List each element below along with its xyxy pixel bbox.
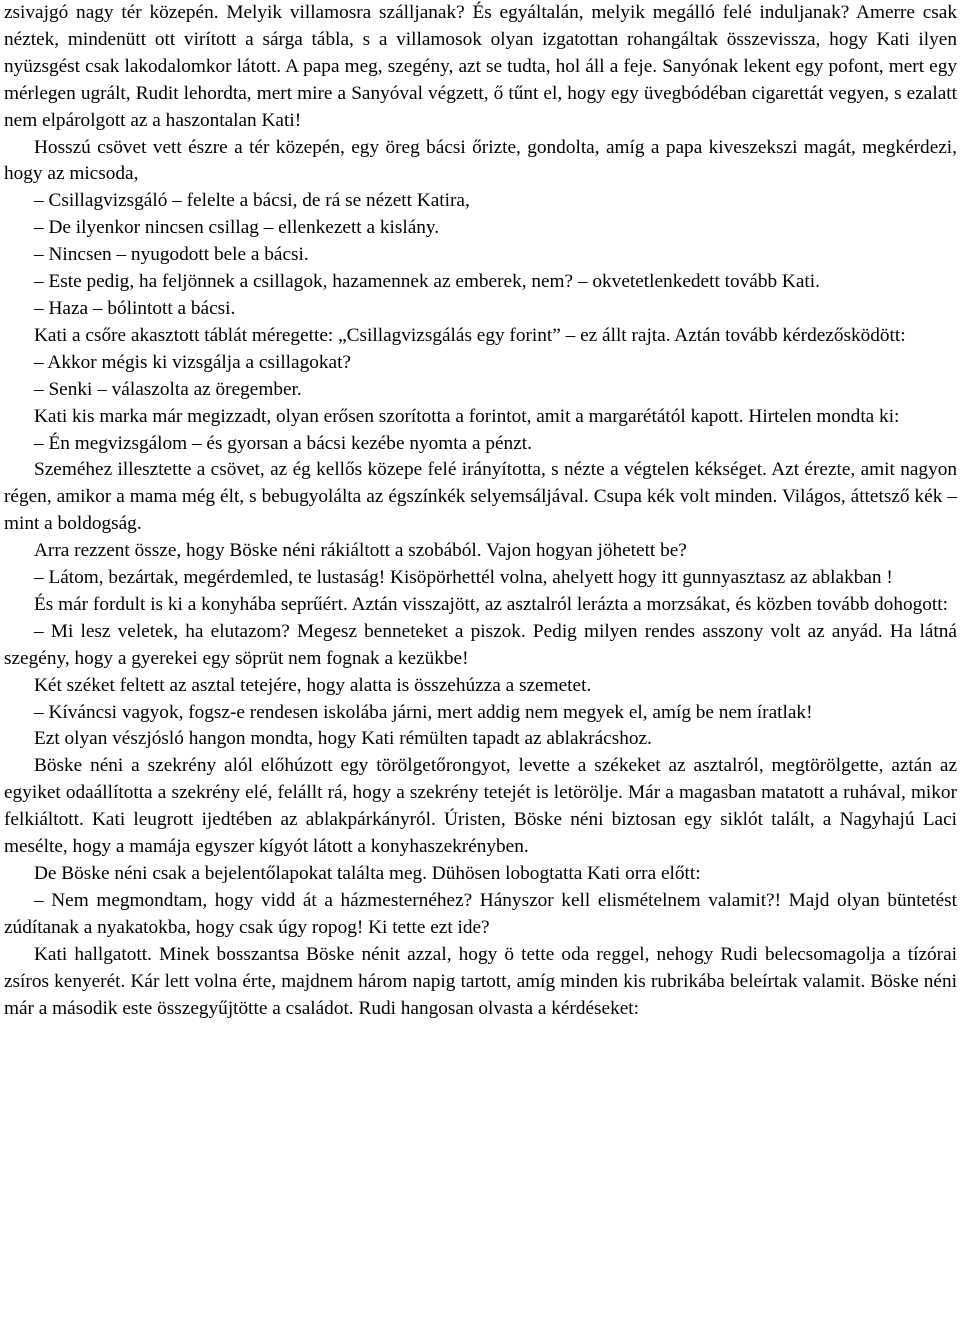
paragraph-1: zsivajgó nagy tér közepén. Melyik villamosra szálljanak? És egyáltalán, melyik megálló felé induljanak? Amerre csak néztek, mindenütt ott virított a sárga tábla, s a villamosok olyan izgatottan rohangáltak összevissza, hogy Kati ilyen nyüzsgést csak lakodalomkor látott. A papa meg, szegény, azt se tudta, hol áll a feje. Sanyónak lekent egy pofont, mert egy mérlegen ugrált, Rudit lehordta, mert mire a Sanyóval végzett, ő tűnt el, hogy egy üvegbódéban cigarettát vegyen, s ezalatt nem elpárolgott az a haszontalan Kati! [4, 2, 957, 131]
dialogue-line-8: – Én megvizsgálom – és gyorsan a bácsi kezébe nyomta a pénzt. [34, 432, 532, 454]
document-page [4, 0, 957, 1022]
dialogue-line-11: – Kíváncsi vagyok, fogsz-e rendesen iskolába járni, mert addig nem megyek el, amíg be nem íratlak! [34, 701, 813, 723]
dialogue-line-4: – Este pedig, ha feljönnek a csillagok, hazamennek az emberek, nem? – okvetetlenkedett tovább Kati. [34, 271, 820, 293]
paragraph-startle: Arra rezzent össze, hogy Böske néni rákiáltott a szobából. Vajon hogyan jöhetett be? [34, 540, 687, 562]
paragraph-forms: De Böske néni csak a bejelentőlapokat találta meg. Dühösen lobogtatta Kati orra előtt: [34, 863, 701, 884]
paragraph-forint: Kati kis marka már megizzadt, olyan erősen szorította a forintot, amit a margarétától kapott. Hirtelen mondta ki: [34, 405, 900, 427]
paragraph-chairs: Két széket feltett az asztal tetejére, hogy alatta is összehúzza a szemetet. [34, 674, 592, 696]
dialogue-line-7: – Senki – válaszolta az öregember. [34, 378, 302, 400]
paragraph-cupboard: Böske néni a szekrény alól előhúzott egy törölgetőrongyot, levette a székeket az asztalról, megtörölgette, aztán az egyiket odaállította a szekrény elé, felállt rá, hogy a szekrény tetejét is letörölje. Már a magasban matatott a ruhával, mikor felkiáltott. Kati leugrott ijedtében az ablakpárkányról. Úristen, Böske néni biztosan egy siklót talált, a Nagyhajú Laci mesélte, hogy a mamája egyszer kígyót látott a konyhaszekrényben. [4, 755, 957, 858]
dialogue-line-12: – Nem megmondtam, hogy vidd át a házmesternéhez? Hányszor kell elismételnem valamit?! Majd olyan büntetést zúdítanak a nyakatokba, hogy csak úgy ropog! Ki tette ezt ide? [4, 889, 957, 938]
dialogue-line-10: – Mi lesz veletek, ha elutazom? Megesz benneteket a piszok. Pedig milyen rendes asszony volt az anyád. Ha látná szegény, hogy a gyerekei egy söprüt nem fognak a kezükbe! [4, 620, 957, 669]
paragraph-2: Hosszú csövet vett észre a tér közepén, egy öreg bácsi őrizte, gondolta, amíg a papa kiveszekszi magát, megkérdezi, hogy az micsoda, [4, 136, 957, 185]
dialogue-line-1: – Csillagvizsgáló – felelte a bácsi, de rá se nézett Katira, [34, 190, 470, 212]
dialogue-line-2: – De ilyenkor nincsen csillag – ellenkezett a kislány. [34, 217, 440, 239]
dialogue-line-9: – Látom, bezártak, megérdemled, te lustaság! Kisöpörhettél volna, ahelyett hogy itt gunnyasztasz az ablakban ! [34, 567, 893, 589]
paragraph-silence: Kati hallgatott. Minek bosszantsa Böske nénit azzal, hogy ö tette oda reggel, nehogy Rudi belecsomagolja a tízórai zsíros kenyerét. Kár lett volna érte, majdnem három napig tartott, amíg minden kis rubrikába beleírtak valamit. Böske néni már a második este összegyűjtötte a családot. Rudi hangosan olvasta a kérdéseket: [4, 943, 957, 1019]
paragraph-sign: Kati a csőre akasztott táblát méregette: „Csillagvizsgálás egy forint” – ez állt rajta. Aztán tovább kérdezősködött: [34, 324, 906, 346]
dialogue-line-5: – Haza – bólintott a bácsi. [34, 297, 236, 319]
dialogue-line-6: – Akkor mégis ki vizsgálja a csillagokat? [34, 351, 351, 373]
paragraph-ominous: Ezt olyan vészjósló hangon mondta, hogy Kati rémülten tapadt az ablakrácshoz. [34, 728, 652, 750]
dialogue-line-3: – Nincsen – nyugodott bele a bácsi. [34, 244, 309, 266]
paragraph-sky: Szeméhez illesztette a csövet, az ég kellős közepe felé irányította, s nézte a végtelen kékséget. Azt érezte, amit nagyon régen, amikor a mama még élt, s bebugyolálta az égszínkék selyemsáljával. Csupa kék volt minden. Világos, áttetsző kék – mint a boldogság. [4, 459, 957, 535]
paragraph-broom: És már fordult is ki a konyhába seprűért. Aztán visszajött, az asztalról lerázta a morzsákat, és közben tovább dohogott: [34, 593, 948, 615]
